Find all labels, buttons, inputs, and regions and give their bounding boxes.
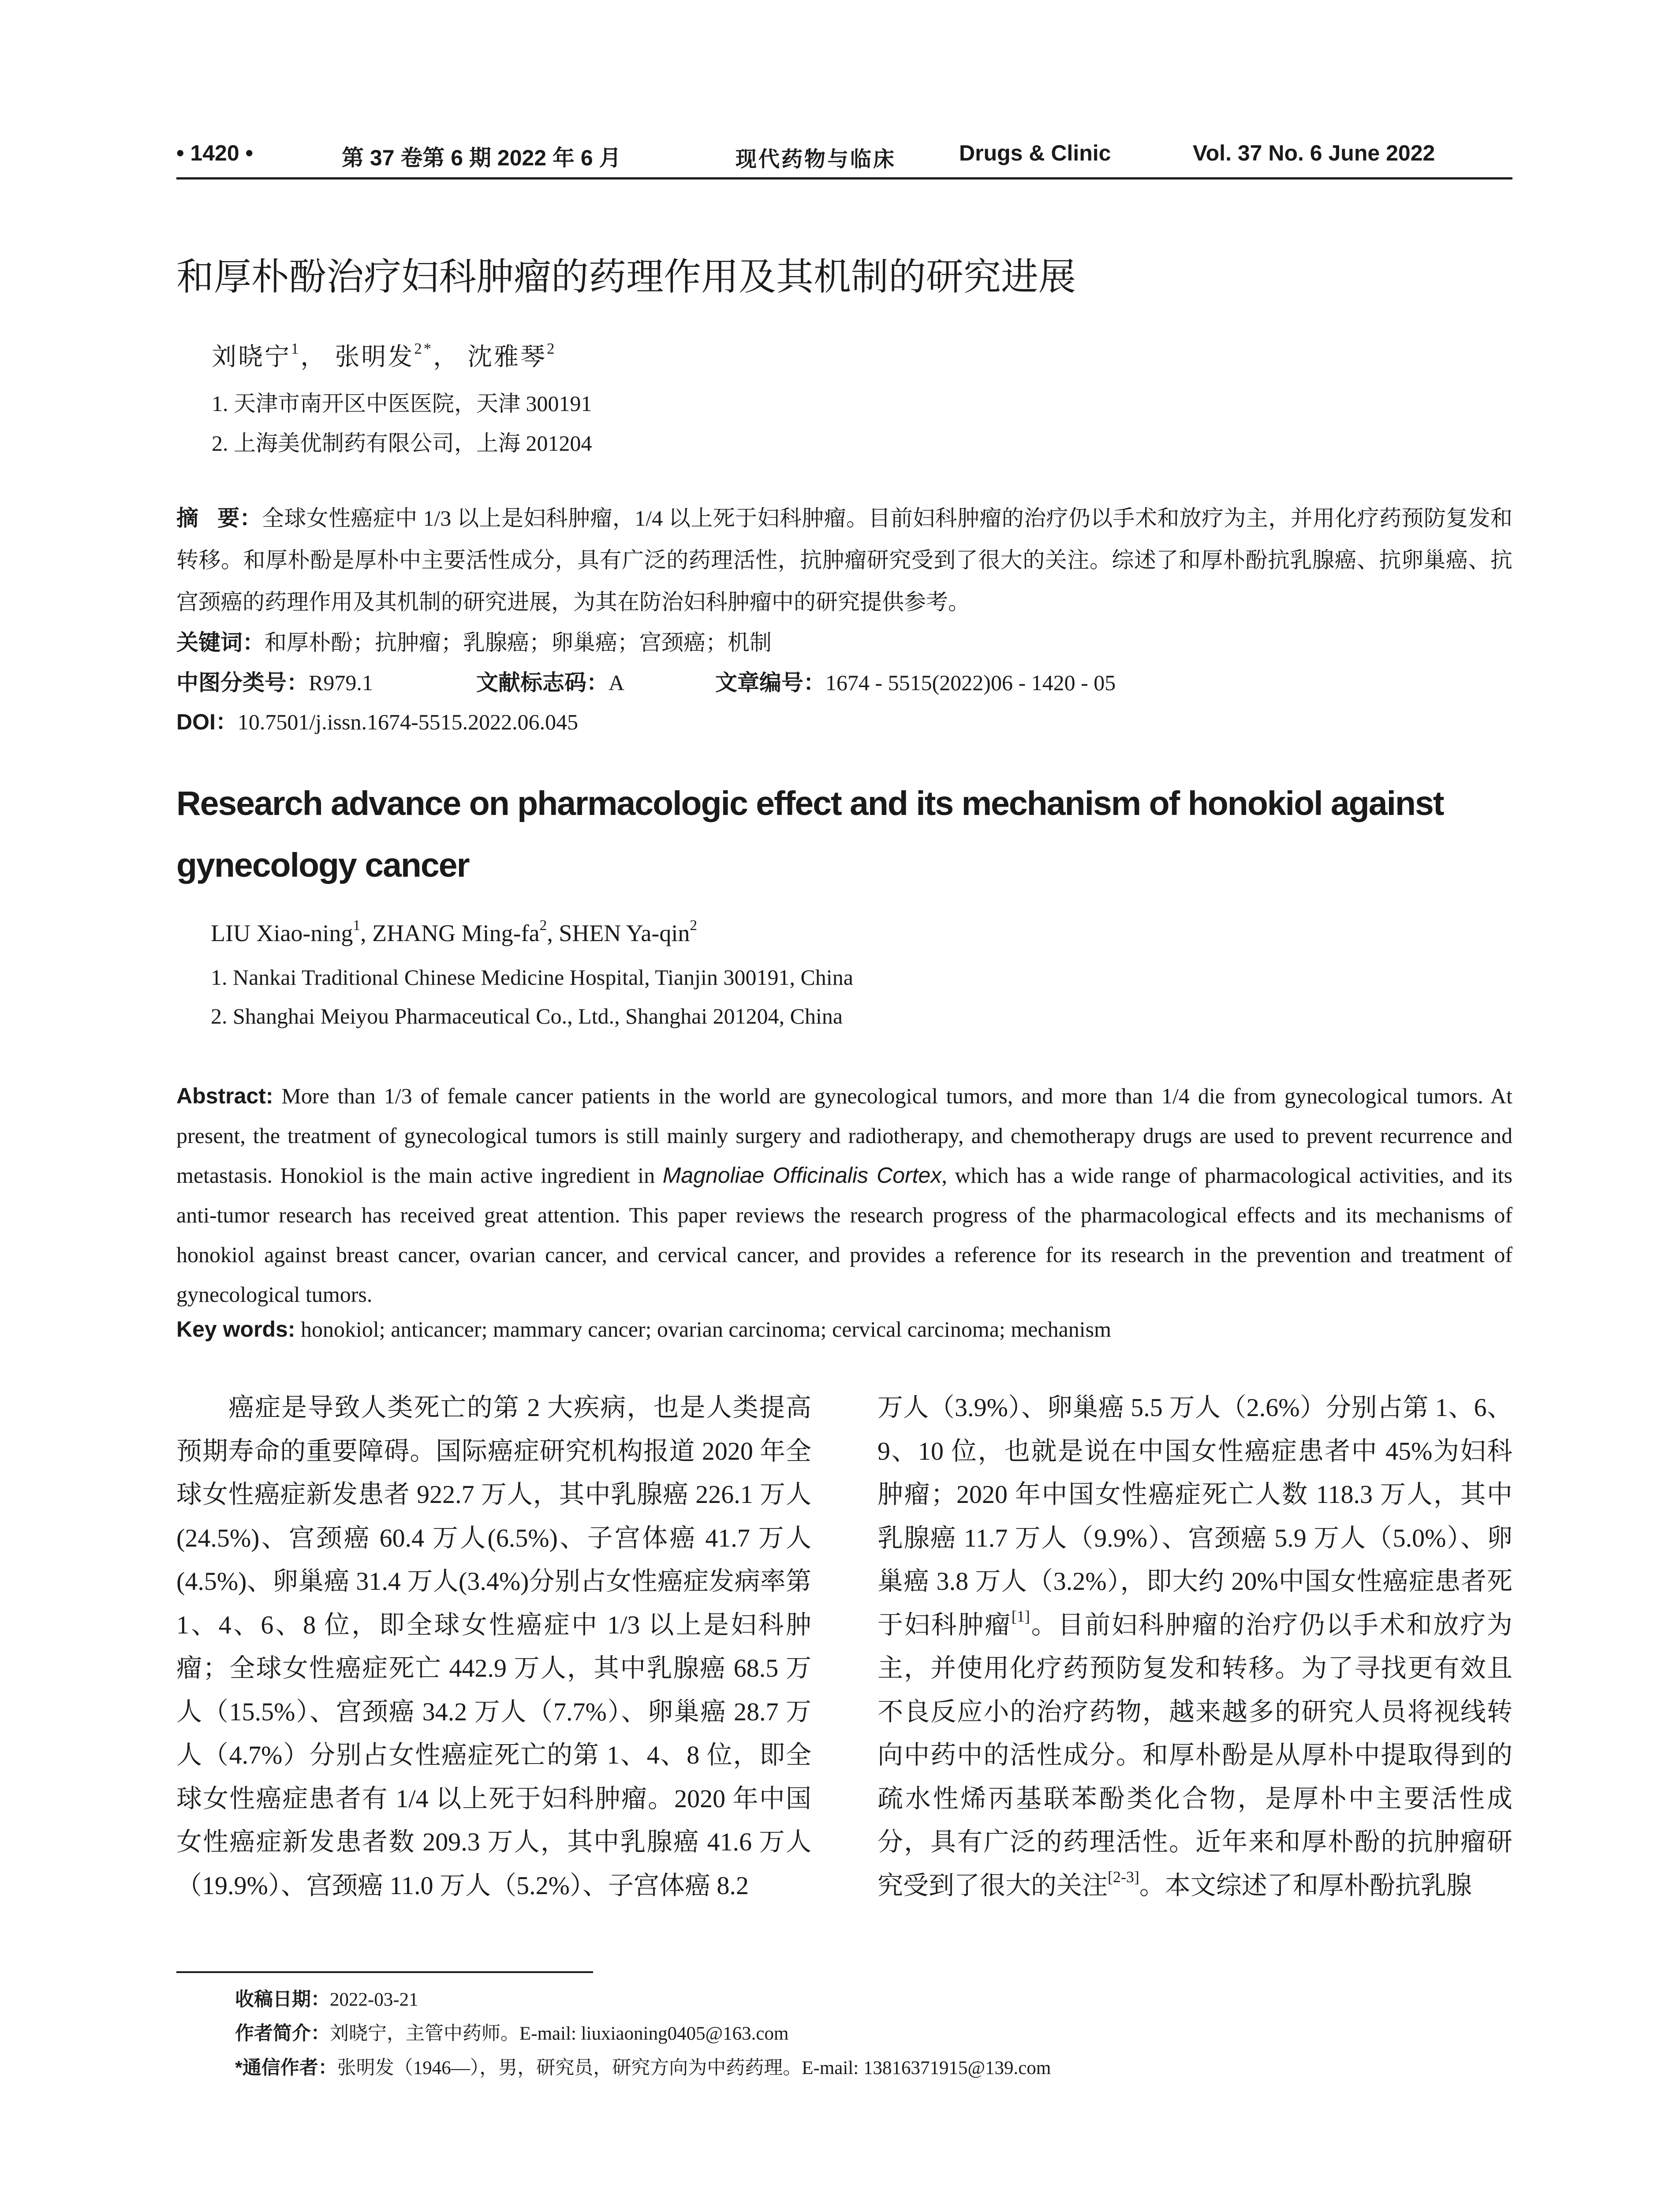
header-rule xyxy=(176,177,1512,179)
author-sep: , xyxy=(360,920,373,946)
volume-info: Vol. 37 No. 6 June 2022 xyxy=(1193,141,1435,165)
footnote-rule xyxy=(176,1971,593,1973)
author-sup: 2* xyxy=(414,340,433,357)
doi-line xyxy=(176,704,578,736)
article-no-line xyxy=(715,665,1116,697)
authors-cn: 刘晓宁$^1$， 张明发$^{2*}$， 沈雅琴$^2$ xyxy=(212,340,556,371)
authors-en xyxy=(211,919,697,947)
body-text: 。目前妇科肿瘤的治疗仍以手术和放疗为主，并使用化疗药预防复发和转移。为了寻找更有效且不良反应小的治疗药物，越来越多的研究人员将视线转向中药中的活性成分。和厚朴酚是从厚朴中提取得到的疏水性烯丙基联苯酚类化合物，是厚朴中主要活性成分，具有广泛的药理活性。近年来和厚朴酚的抗肿瘤研究受到了很大的关注 xyxy=(877,1610,1512,1900)
author-sup: 2 xyxy=(539,917,547,934)
citation-ref: [2-3] xyxy=(1108,1868,1139,1886)
page-number: • 1420 • xyxy=(176,141,254,165)
body-text: 万人（3.9%）、卵巢癌 5.5 万人（2.6%）分别占第 1、6、9、10 位，也就是说在中国女性癌症患者中 45%为妇科肿瘤；2020 年中国女性癌症死亡人数 118.3 万人，其中乳腺癌 11.7 万人（9.9%）、宫颈癌 5.9 万人（5.0%）、卵巢癌 3.8 万人（3.2%），即大约 20%中国女性癌症患者死于妇科肿瘤 xyxy=(877,1393,1512,1639)
affiliation-cn-1: 1. 天津市南开区中医医院，天津 300191 xyxy=(212,391,592,416)
corr-value: 张明发（1946—），男，研究员，研究方向为中药药理。E-mail: 13816371915@139.com xyxy=(337,2058,1051,2078)
doc-code-line xyxy=(476,665,624,697)
author-sup: 1 xyxy=(353,917,361,934)
abstract-label-en: Abstract: xyxy=(176,1084,273,1108)
bio-label: 作者简介： xyxy=(235,2023,330,2044)
title-cn: 和厚朴酚治疗妇科肿瘤的药理作用及其机制的研究进展 xyxy=(176,256,1076,298)
author-name: 张明发 xyxy=(335,344,414,371)
journal-name-en: Drugs & Clinic xyxy=(959,141,1111,165)
title-en: Research advance on pharmacologic effect and its mechanism of honokiol against gynecology cancer xyxy=(176,785,1444,884)
affiliation-en-2: 2. Shanghai Meiyou Pharmaceutical Co., Ltd., Shanghai 201204, China xyxy=(211,1004,843,1028)
clc-value: R979.1 xyxy=(309,670,373,695)
abstract-cn xyxy=(176,497,1512,623)
author-name: 沈雅琴 xyxy=(467,344,547,371)
affiliation-en-1: 1. Nankai Traditional Chinese Medicine Hospital, Tianjin 300191, China xyxy=(211,965,853,990)
received-value: 2022-03-21 xyxy=(330,1989,418,2010)
doc-code-value: A xyxy=(609,670,625,695)
keywords-text-cn: 和厚朴酚；抗肿瘤；乳腺癌；卵巢癌；宫颈癌；机制 xyxy=(265,630,772,655)
article-no-label: 文章编号： xyxy=(715,670,825,695)
footnote-author-bio xyxy=(235,2018,788,2045)
author-sup: 2 xyxy=(690,917,698,934)
author-sup: 1 xyxy=(291,340,301,357)
keywords-cn xyxy=(176,625,772,657)
abstract-text-cn: 全球女性癌症中 1/3 以上是妇科肿瘤，1/4 以上死于妇科肿瘤。目前妇科肿瘤的治疗仍以手术和放疗为主，并用化疗药预防复发和转移。和厚朴酚是厚朴中主要活性成分，具有广泛的药理活性，抗肿瘤研究受到了很大的关注。综述了和厚朴酚抗乳腺癌、抗卵巢癌、抗宫颈癌的药理作用及其机制的研究进展，为其在防治妇科肿瘤中的研究提供参考。 xyxy=(176,506,1512,614)
clc-line xyxy=(176,665,373,697)
author-sup: 2 xyxy=(547,340,556,357)
keywords-label-en: Key words: xyxy=(176,1317,295,1342)
doi-label: DOI： xyxy=(176,710,238,734)
body-column-left: 癌症是导致人类死亡的第 2 大疾病，也是人类提高预期寿命的重要障碍。国际癌症研究机构报道 2020 年全球女性癌症新发患者 922.7 万人，其中乳腺癌 226.1 万人(24.5%)、宫颈癌 60.4 万人(6.5%)、子宫体癌 41.7 万人(4.5%)、卵巢癌 31.4 万人(3.4%)分别占女性癌症发病率第 1、4、6、8 位，即全球女性癌症中 1/3 以上是妇科肿瘤；全球女性癌症死亡 442.9 万人，其中乳腺癌 68.5 万人（15.5%）、宫颈癌 34.2 万人（7.7%）、卵巢癌 28.7 万人（4.7%）分别占女性癌症死亡的第 1、4、8 位，即全球女性癌症患者有 1/4 以上死于妇科肿瘤。2020 年中国女性癌症新发患者数 209.3 万人，其中乳腺癌 41.6 万人（19.9%）、宫颈癌 11.0 万人（5.2%）、子宫体癌 8.2 xyxy=(176,1393,811,1900)
corr-label: *通信作者： xyxy=(235,2057,337,2078)
author-sep: , xyxy=(547,920,559,946)
received-label: 收稿日期： xyxy=(235,1989,330,2010)
keywords-text-en: honokiol; anticancer; mammary cancer; ovarian carcinoma; cervical carcinoma; mechanism xyxy=(295,1317,1112,1342)
author-name: 刘晓宁 xyxy=(212,344,291,371)
footnote-received xyxy=(235,1984,418,2011)
abstract-text-en-2: , which has a wide range of pharmacological activities, and its anti-tumor research has received great attention. This paper reviews the research progress of the pharmacological effects and its mechanisms of honokiol against breast cancer, ovarian cancer, and cervical cancer, and provides a reference for its research in the prevention and treatment of gynecological tumors. xyxy=(176,1163,1512,1307)
doi-value: 10.7501/j.issn.1674-5515.2022.06.045 xyxy=(237,710,579,734)
author-name: SHEN Ya-qin xyxy=(559,920,690,946)
article-no-value: 1674 - 5515(2022)06 - 1420 - 05 xyxy=(825,670,1116,695)
keywords-label-cn: 关键词： xyxy=(176,630,265,655)
abstract-text-en-1: More than 1/3 of female cancer patients in the world are gynecological tumors, and more than 1/4 die from gynecological tumors. At present, the treatment of gynecological tumors is still mainly surgery and radiotherapy, and chemotherapy drugs are used to prevent recurrence and metastasis. Honokiol is the main active ingredient in xyxy=(176,1084,1518,1188)
author-name: LIU Xiao-ning xyxy=(211,920,353,946)
keywords-en xyxy=(176,1316,1111,1342)
abstract-en xyxy=(176,1076,1518,1314)
body-column-right xyxy=(877,1386,1512,1907)
doc-code-label: 文献标志码： xyxy=(476,670,609,695)
author-name: ZHANG Ming-fa xyxy=(372,920,540,946)
issue-info: 第 37 卷第 6 期 2022 年 6 月 xyxy=(342,146,621,170)
journal-name-cn: 现代药物与临床 xyxy=(735,148,896,171)
bio-value: 刘晓宁，主管中药师。E-mail: liuxiaoning0405@163.com xyxy=(330,2023,789,2044)
citation-ref: [1] xyxy=(1011,1607,1030,1625)
body-text: 。本文综述了和厚朴酚抗乳腺 xyxy=(1139,1871,1472,1900)
footnote-corresponding xyxy=(235,2053,1051,2080)
abstract-label-cn: 摘 要： xyxy=(176,506,262,531)
abstract-italic-term: Magnoliae Officinalis Cortex xyxy=(662,1163,942,1188)
clc-label: 中图分类号： xyxy=(176,670,309,695)
affiliation-cn-2: 2. 上海美优制药有限公司，上海 201204 xyxy=(212,431,592,456)
